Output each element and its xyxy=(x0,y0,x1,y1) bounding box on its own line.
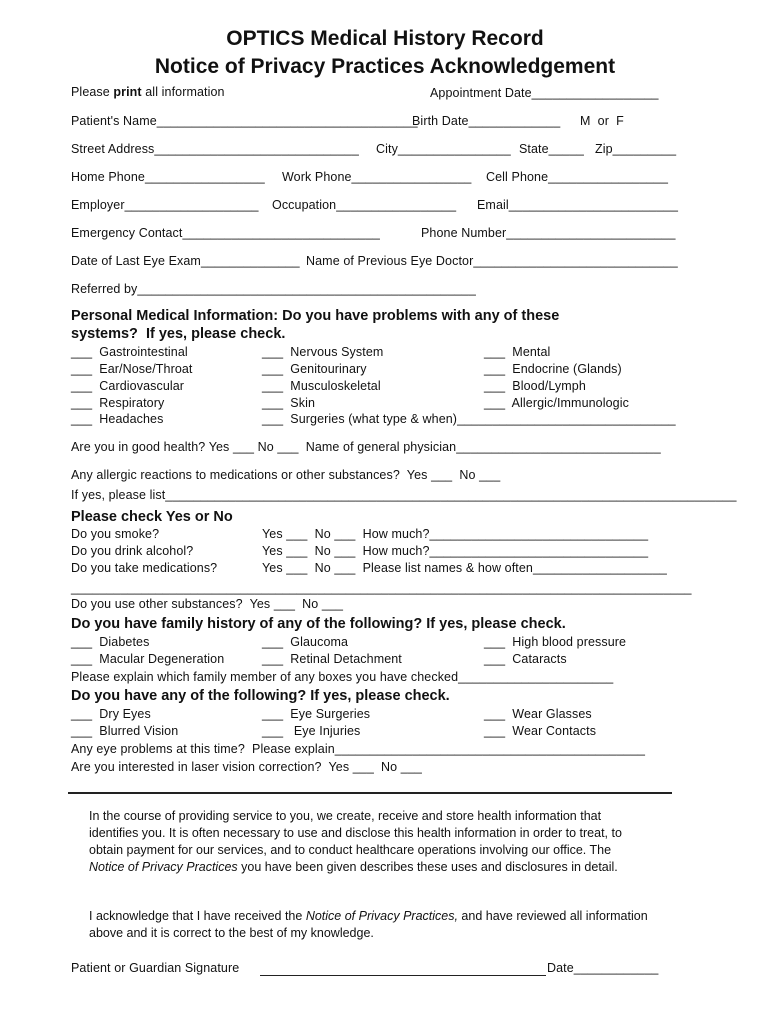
emergency-phone-field[interactable]: Phone Number________________________ xyxy=(421,226,676,240)
signature-date-field[interactable]: Date____________ xyxy=(547,961,659,975)
referred-by-field[interactable]: Referred by________________________________________________ xyxy=(71,282,476,296)
medical-heading-line2: systems? If yes, please check. xyxy=(71,326,286,342)
birth-date-field[interactable]: Birth Date_____________ xyxy=(412,114,561,128)
family-option[interactable]: ___ Cataracts xyxy=(484,652,567,666)
family-option[interactable]: ___ Macular Degeneration xyxy=(71,652,225,666)
print-instruction-suffix: all information xyxy=(141,85,225,99)
print-instruction xyxy=(71,85,225,100)
patient-name-field[interactable]: Patient's Name_____________________________________ xyxy=(71,114,418,128)
medical-option[interactable]: ___ Gastrointestinal xyxy=(71,345,188,359)
surgeries-field[interactable]: ___ Surgeries (what type & when)_______________________________ xyxy=(262,412,676,426)
sex-field[interactable]: M or F xyxy=(580,114,624,128)
medical-option[interactable]: ___ Allergic/Immunologic xyxy=(484,396,629,410)
eye-option[interactable]: ___ Eye Surgeries xyxy=(262,707,371,721)
allergy-list-field[interactable]: If yes, please list_________________________________________________________________________________ xyxy=(71,488,737,502)
employer-field[interactable]: Employer___________________ xyxy=(71,198,259,212)
privacy-text: In the course of providing service to you, we create, receive and store health information that identifies you. It is often necessary to use and disclose this health information in order to treat, to obtain payment for our services, and to conduct healthcare operations involving our office. The xyxy=(89,809,622,857)
medical-option[interactable]: ___ Endocrine (Glands) xyxy=(484,362,622,376)
eye-option[interactable]: ___ Wear Glasses xyxy=(484,707,592,721)
medications-question: Do you take medications? xyxy=(71,561,218,575)
medical-option[interactable]: ___ Nervous System xyxy=(262,345,384,359)
family-option[interactable]: ___ Diabetes xyxy=(71,635,150,649)
ack-text: and have reviewed all information above and it is correct to the best of my knowledge. xyxy=(89,909,648,940)
work-phone-field[interactable]: Work Phone_________________ xyxy=(282,170,472,184)
cell-phone-field[interactable]: Cell Phone_________________ xyxy=(486,170,669,184)
privacy-text: you have been given describes these uses and disclosures in detail. xyxy=(237,860,618,874)
family-option[interactable]: ___ Glaucoma xyxy=(262,635,349,649)
section-divider xyxy=(68,792,672,794)
signature-line[interactable] xyxy=(260,975,546,976)
medications-list-line[interactable]: ________________________________________________________________________________________ xyxy=(71,581,692,595)
medications-answer[interactable]: Yes ___ No ___ Please list names & how often___________________ xyxy=(262,561,667,575)
occupation-field[interactable]: Occupation_________________ xyxy=(272,198,457,212)
print-instruction-prefix: Please xyxy=(71,85,114,99)
medical-option[interactable]: ___ Skin xyxy=(262,396,316,410)
alcohol-answer[interactable]: Yes ___ No ___ How much?_______________________________ xyxy=(262,544,649,558)
eye-problems-field[interactable]: Any eye problems at this time? Please explain____________________________________________ xyxy=(71,742,646,756)
eye-option[interactable]: ___ Blurred Vision xyxy=(71,724,179,738)
state-field[interactable]: State_____ xyxy=(519,142,584,156)
medical-option[interactable]: ___ Blood/Lymph xyxy=(484,379,586,393)
family-option[interactable]: ___ High blood pressure xyxy=(484,635,627,649)
family-history-heading: Do you have family history of any of the following? If yes, please check. xyxy=(71,616,566,632)
emergency-contact-field[interactable]: Emergency Contact____________________________ xyxy=(71,226,380,240)
alcohol-question: Do you drink alcohol? xyxy=(71,544,194,558)
smoke-answer[interactable]: Yes ___ No ___ How much?_______________________________ xyxy=(262,527,649,541)
medical-option[interactable]: ___ Genitourinary xyxy=(262,362,367,376)
ack-text: I acknowledge that I have received the xyxy=(89,909,306,923)
medical-option[interactable]: ___ Ear/Nose/Throat xyxy=(71,362,193,376)
signature-label: Patient or Guardian Signature xyxy=(71,961,240,975)
eye-option[interactable]: ___ Eye Injuries xyxy=(262,724,361,738)
smoke-question: Do you smoke? xyxy=(71,527,160,541)
print-instruction-bold: print xyxy=(113,85,142,99)
family-explain-field[interactable]: Please explain which family member of any boxes you have checked______________________ xyxy=(71,670,614,684)
medical-option[interactable]: ___ Cardiovascular xyxy=(71,379,185,393)
medical-heading-line1: Personal Medical Information: Do you have problems with any of these xyxy=(71,308,560,324)
good-health-question[interactable]: Are you in good health? Yes ___ No ___ Name of general physician_____________________________ xyxy=(71,440,661,454)
last-eye-exam-field[interactable]: Date of Last Eye Exam______________ xyxy=(71,254,300,268)
acknowledgement-paragraph xyxy=(89,908,649,942)
city-field[interactable]: City________________ xyxy=(376,142,511,156)
notice-title-italic: Notice of Privacy Practices, xyxy=(305,909,458,923)
eye-option[interactable]: ___ Dry Eyes xyxy=(71,707,151,721)
family-option[interactable]: ___ Retinal Detachment xyxy=(262,652,402,666)
laser-correction-question[interactable]: Are you interested in laser vision correction? Yes ___ No ___ xyxy=(71,760,422,774)
previous-doctor-field[interactable]: Name of Previous Eye Doctor_____________________________ xyxy=(306,254,678,268)
email-field[interactable]: Email________________________ xyxy=(477,198,679,212)
medical-option[interactable]: ___ Respiratory xyxy=(71,396,165,410)
yes-no-heading: Please check Yes or No xyxy=(71,509,233,525)
form-subtitle: Notice of Privacy Practices Acknowledgement xyxy=(154,55,616,78)
medical-option[interactable]: ___ Headaches xyxy=(71,412,164,426)
medical-option[interactable]: ___ Musculoskeletal xyxy=(262,379,381,393)
other-substances-question[interactable]: Do you use other substances? Yes ___ No ___ xyxy=(71,597,344,611)
appointment-date-field[interactable]: Appointment Date__________________ xyxy=(430,86,659,100)
street-address-field[interactable]: Street Address_____________________________ xyxy=(71,142,359,156)
medical-option[interactable]: ___ Mental xyxy=(484,345,551,359)
form-title: OPTICS Medical History Record xyxy=(226,27,544,50)
privacy-notice-paragraph xyxy=(89,808,649,876)
notice-title-italic: Notice of Privacy Practices xyxy=(89,860,238,874)
eye-option[interactable]: ___ Wear Contacts xyxy=(484,724,597,738)
eye-conditions-heading: Do you have any of the following? If yes, please check. xyxy=(71,688,450,704)
home-phone-field[interactable]: Home Phone_________________ xyxy=(71,170,265,184)
zip-field[interactable]: Zip_________ xyxy=(595,142,677,156)
allergic-reactions-question[interactable]: Any allergic reactions to medications or other substances? Yes ___ No ___ xyxy=(71,468,501,482)
